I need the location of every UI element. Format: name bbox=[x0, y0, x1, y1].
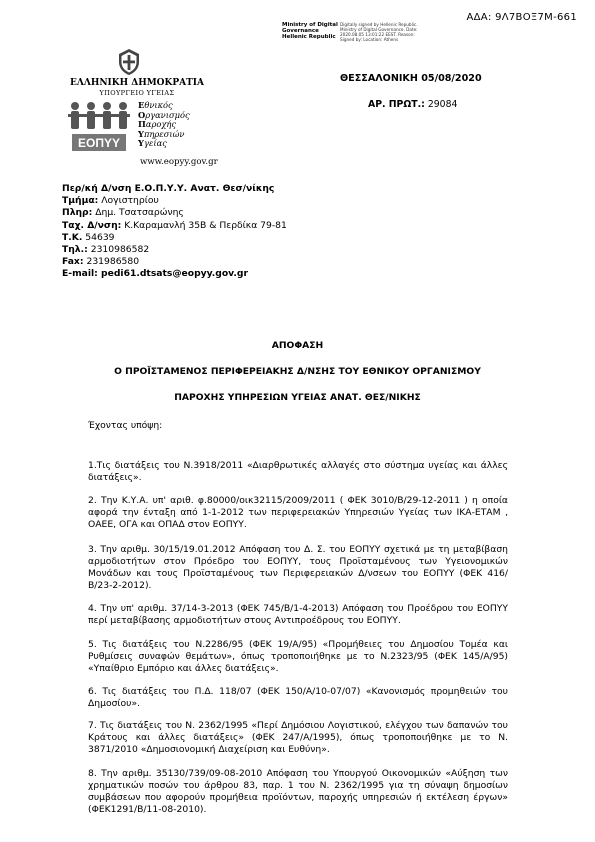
paragraph: 6. Τις διατάξεις του Π.Δ. 118/07 (ΦΕΚ 150/Α/10-07/07) «Κανονισμός προμηθειών του Δημοσίου». bbox=[88, 686, 508, 709]
paragraph: 3. Την αριθμ. 30/15/19.01.2012 Απόφαση του Δ. Σ. του ΕΟΠΥΥ σχετικά με τη μεταβίβαση αρμοδιοτήτων στον Πρόεδρο του ΕΟΠΥΥ, τους Προϊσταμένους των Υγειονομικών Μονάδων και τους Προϊσταμένους των Περιφερειακών Δ/νσεων του ΕΟΠΥΥ (ΦΕΚ 416/Β/23-2-2012). bbox=[88, 544, 508, 591]
sender-phone: Τηλ.: 2310986582 bbox=[62, 244, 150, 256]
greek-emblem-icon bbox=[117, 48, 141, 76]
paragraph: 7. Τις διατάξεις του Ν. 2362/1995 «Περί Δημόσιου Λογιστικού, ελέγχου των δαπανών του Κράτους και άλλες διατάξεις» (ΦΕΚ 247/Α/1995), όπως τροποποιήθηκε με το Ν. 3871/2010 «Δημοσιονομική Διαχείριση και Ευθύνη». bbox=[88, 720, 508, 755]
acronym-word: Παροχής bbox=[138, 119, 176, 129]
digital-signature-label bbox=[282, 22, 338, 41]
ada-code: ΑΔΑ: 9Λ7ΒΟΞ7Μ-661 bbox=[466, 12, 577, 23]
sender-email[interactable]: E-mail: pedi61.dtsats@eopyy.gov.gr bbox=[62, 268, 249, 280]
paragraph: 1.Τις διατάξεις του Ν.3918/2011 «Διαρθρωτικές αλλαγές στο σύστημα υγείας και άλλες διατάξεις». bbox=[88, 460, 508, 483]
acronym-word: Υγείας bbox=[138, 138, 167, 148]
digital-signature-details: Digitally signed by Hellenic Republic. Ministry of Digital Governance. Date: 2020.08.05 13:01:22 EEST. Reason: Signed by: Location: Athens bbox=[340, 22, 418, 42]
acronym-word: Εθνικός bbox=[138, 100, 173, 110]
sender-address: Ταχ. Δ/νση: Κ.Καραμανλή 35Β & Περδίκα 79-81 bbox=[62, 219, 287, 231]
intro-text: Έχοντας υπόψη: bbox=[88, 420, 163, 431]
paragraph: 4. Την υπ' αριθμ. 37/14-3-2013 (ΦΕΚ 745/Β/1-4-2013) Απόφαση του Προέδρου του ΕΟΠΥΥ περί μεταβίβασης αρμοδιοτήτων στους Αντιπροέδρους του ΕΟΠΥΥ. bbox=[88, 603, 508, 626]
eopyy-acronym-words bbox=[138, 101, 190, 149]
sender-section: Τμήμα: Λογιστηρίου bbox=[62, 195, 159, 207]
signature-line: Ministry of Digital bbox=[282, 22, 338, 28]
logo-text: ΕΟΠΥΥ bbox=[77, 136, 121, 150]
paragraph: 8. Την αριθμ. 35130/739/09-08-2010 Απόφαση του Υπουργού Οικονομικών «Αύξηση των χρηματικών ποσών του άρθρου 83, παρ. 1 του Ν. 2362/1995 για τη σύναψη δημοσίων συμβάσεων που αφορούν προμήθεια προϊόντων, παροχής υπηρεσιών ή εκτέλεση έργων» (ΦΕΚ1291/Β/11-08-2010). bbox=[88, 768, 508, 815]
protocol-number: ΑΡ. ΠΡΩΤ.: 29084 bbox=[368, 99, 458, 110]
paragraph: 2. Την Κ.Υ.Α. υπ' αριθ. φ.80000/οικ32115/2009/2011 ( ΦΕΚ 3010/Β/29-12-2011 ) η οποία αφορά την ένταξη από 1-1-2012 των περιφερειακών Υπηρεσιών Υγείας των ΙΚΑ-ΕΤΑΜ , ΟΑΕΕ, ΟΓΑ και ΟΠΑΔ στον ΕΟΠΥΥ. bbox=[88, 495, 508, 530]
city-date: ΘΕΣΣΑΛΟΝΙΚΗ 05/08/2020 bbox=[340, 73, 482, 84]
sender-info bbox=[62, 183, 302, 281]
sender-zip: Τ.Κ. 54639 bbox=[62, 231, 115, 243]
sender-fax: Fax: 231986580 bbox=[62, 256, 140, 268]
acronym-word: Υπηρεσιών bbox=[138, 128, 185, 139]
ministry-name: ΥΠΟΥΡΓΕΙΟ ΥΓΕΙΑΣ bbox=[99, 89, 175, 97]
decision-subtitle-2: ΠΑΡΟΧΗΣ ΥΠΗΡΕΣΙΩΝ ΥΓΕΙΑΣ ΑΝΑΤ. ΘΕΣ/ΝΙΚΗΣ bbox=[174, 392, 421, 403]
sender-dept: Περ/κή Δ/νση Ε.Ο.Π.Υ.Υ. Ανατ. Θεσ/νίκης bbox=[62, 183, 275, 194]
decision-subtitle-1: Ο ΠΡΟΪΣΤΑΜΕΝΟΣ ΠΕΡΙΦΕΡΕΙΑΚΗΣ Δ/ΝΣΗΣ ΤΟΥ ΕΘΝΙΚΟΥ ΟΡΓΑΝΙΣΜΟΥ bbox=[114, 366, 481, 377]
website-link[interactable]: www.eopyy.gov.gr bbox=[140, 157, 218, 167]
signature-line: Hellenic Republic bbox=[282, 34, 336, 41]
acronym-word: Οργανισμός bbox=[138, 109, 190, 120]
signature-line: Governance bbox=[282, 28, 319, 35]
sender-contact: Πληρ: Δημ. Τσατσαρώνης bbox=[62, 207, 184, 219]
decision-title: ΑΠΟΦΑΣΗ bbox=[271, 340, 324, 351]
eopyy-logo-icon bbox=[66, 100, 132, 152]
paragraph: 5. Τις διατάξεις του Ν.2286/95 (ΦΕΚ 19/Α/95) «Προμήθειες του Δημοσίου Τομέα και Ρυθμίσεις συναφών θεμάτων», όπως τροποποιήθηκε με το Ν.2323/95 (ΦΕΚ 145/Α/95) «Υπαίθριο Εμπόριο και άλλες διατάξεις». bbox=[88, 639, 508, 674]
org-name: ΕΛΛΗΝΙΚΗ ΔΗΜΟΚΡΑΤΙΑ bbox=[70, 78, 204, 88]
